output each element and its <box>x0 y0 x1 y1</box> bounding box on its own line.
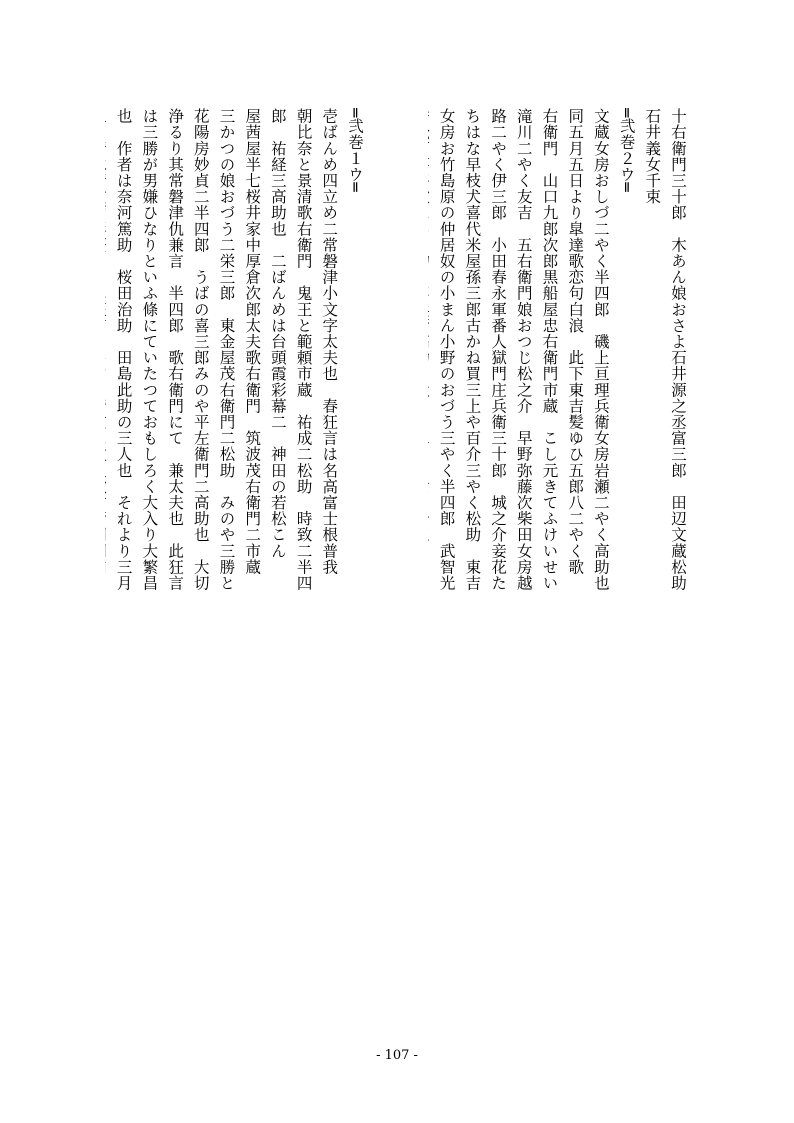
text-column: 三かつの娘おづう二栄三郎 東金屋茂右衛門二松助 みのや三勝と <box>217 108 236 591</box>
text-column: は三勝が男嫌ひなりといふ條にていたつておもしろく大入り大繁昌 <box>140 108 159 591</box>
right-text-block <box>428 108 690 978</box>
text-column: 花陽房妙貞二半四郎 うばの喜三郎みのや平左衛門二高助也 大切 <box>191 108 210 591</box>
text-column: 路二やく伊三郎 小田春永軍番人獄門庄兵衛三十郎 城之介妾花た <box>489 108 508 591</box>
text-column: ═弐巻２ウ═ <box>617 108 636 193</box>
text-column: 滝川二やく友吉 五右衛門娘おつじ松之介 早野弥藤次柴田女房越 <box>514 108 533 591</box>
text-column: 浄るり其常磐津仇兼言 半四郎 歌右衛門にて 兼太夫也 此狂言 <box>166 108 185 591</box>
text-column: 屋茜屋半七桜井家中厚倉次郎太夫歌右衛門 筑波茂右衛門二市蔵 <box>243 108 262 575</box>
text-column: 女房お竹島原の仲居奴の小まん小野のおづう三やく半四郎 武智光 <box>437 108 456 591</box>
text-column: 也 作者は奈河篤助 桜田治助 田島此助の三人也 それより三月 <box>114 108 133 591</box>
text-column: 同五月五日より皐達歌恋句白浪 此下東吉髪ゆひ五郎八二やく歌 <box>566 108 585 575</box>
text-column: 右衛門 山口九郎次郎黒船屋忠右衛門市蔵 こし元きてふけいせい <box>540 108 559 591</box>
text-column: 文蔵女房おしづ二やく半四郎 磯上亘理兵衛女房岩瀬二やく高助也 <box>591 108 610 591</box>
text-column: 石井義女千束 <box>643 108 662 205</box>
page-number: - 107 - <box>376 1048 418 1063</box>
text-column: 壱ばんめ四立め二常磐津小文字太夫也 春狂言は名高富士根普我 <box>320 108 339 575</box>
text-column: ちはな早枝犬喜代米屋孫三郎古かね買三上や百介三やく松助 東吉 <box>463 108 482 591</box>
left-text-block <box>105 108 367 978</box>
text-column: 朝比奈と景清歌右衛門 鬼王と範頼市蔵 祐成二松助 時致二半四 <box>294 108 313 591</box>
text-column: ═弐巻１ウ═ <box>346 108 364 193</box>
text-column: 郎 祐経三高助也 二ばんめは台頭霞彩幕二 神田の若松こん <box>268 108 287 559</box>
text-column <box>428 108 433 978</box>
text-column <box>105 108 110 978</box>
text-column: 十右衛門三十郎 木あん娘おさよ石井源之丞富三郎 田辺文蔵松助 <box>669 108 687 591</box>
